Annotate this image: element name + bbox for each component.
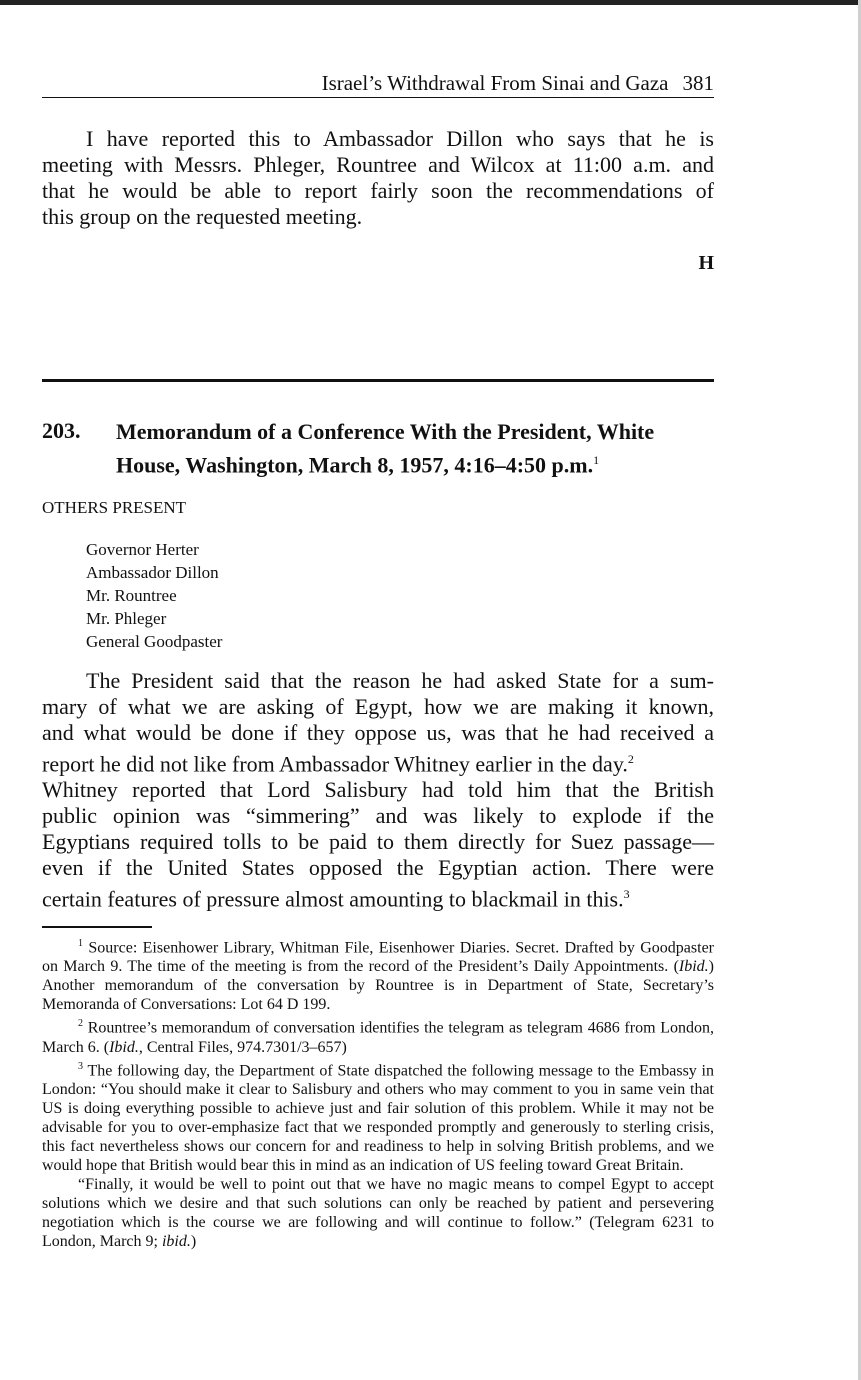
paragraph-line: even if the United States opposed the Egyptian action. There were [42,855,714,881]
footnote-ibid: Ibid. [109,1038,139,1056]
footnote-text: “Finally, it would be well to point out that we have no magic means to compel Egypt to accept solutions which we desire and that such solutions can only be reached by patient and persevering negotiation which is the course we are following and will continue to follow.” (Telegram 6231 to London, March 9; [42,1175,714,1250]
paragraph-line: Whitney reported that Lord Salisbury had told him that the British [42,777,714,803]
footnote-text: , Central Files, 974.7301/3–657) [138,1038,347,1056]
footnote-text: The following day, the Department of State dispatched the following message to the Embassy in London: “You should make it clear to Salisbury and others who may comment to you in same vein that US is doing everything possible to achieve just and fair solution of this problem. While it may not be advisable for you to over-emphasize fact that we responded promptly and generously to sterling crisis, this fact nevertheless shows our concern for and readiness to help in solving British problems, and we would hope that British would bear this in mind as an indication of US feeling toward Great Britain. [42,1061,714,1174]
running-header [42,70,714,98]
footnote-text: Rountree’s memorandum of conversation identifies the telegram as telegram 4686 from London, March 6. ( [42,1019,715,1056]
scan-top-border [0,0,861,5]
footnote-number: 3 [78,1060,83,1072]
attendee: Governor Herter [86,540,199,559]
paragraph-line-text: certain features of pressure almost amounting to blackmail in this. [42,886,624,912]
footnote-ref: 1 [593,453,600,467]
opening-paragraph [42,126,714,230]
paragraph-line: and what would be done if they oppose us, was that he had received a [42,720,714,745]
paragraph-line-with-ref [42,746,714,777]
paragraph-line-text: report he did not like from Ambassador Whitney earlier in the day. [42,751,628,777]
running-title: Israel’s Withdrawal From Sinai and Gaza [321,71,669,95]
attendee: Mr. Rountree [86,586,177,605]
attendee: General Goodpaster [86,632,223,651]
attendee: Ambassador Dillon [86,563,219,582]
signature-initial: H [698,252,714,274]
paragraph-line: this group on the requested meeting. [42,204,363,229]
title-line: Memorandum of a Conference With the President, White [116,419,655,444]
footnote-text: ) Another memorandum of the conversation by Rountree is in Department of State, Secretary’s Memoranda of Conversations: Lot 64 D 199. [42,958,714,1014]
paragraph-line: Egyptians required tolls to be paid to them directly for Suez passage— [42,829,714,855]
paragraph-line: The President said that the reason he had asked State for a sum- [86,668,714,693]
footnote-rule [42,926,152,928]
footnote-2 [42,1014,714,1056]
footnote-ref: 2 [627,752,634,766]
footnote-3 [42,1057,714,1175]
body-paragraph [42,668,714,913]
footnotes [42,934,714,1251]
footnote-text: ) [190,1232,197,1250]
document-number: 203. [42,418,81,443]
paragraph-line: I have reported this to Ambassador Dillon who says that he is [86,126,714,151]
paragraph-line-with-ref [42,881,714,912]
footnote-text: Source: Eisenhower Library, Whitman File, Eisenhower Diaries. Secret. Drafted by Goodpaster on March 9. The time of the meeting is from the record of the President’s Daily Appointments. ( [42,939,715,976]
footnote-ibid: ibid. [161,1232,191,1250]
footnote-number: 2 [78,1018,83,1030]
document-title [116,418,716,479]
footnote-1 [42,934,714,1014]
page-number: 381 [682,71,714,95]
paragraph-line: mary of what we are asking of Egypt, how we are making it known, [42,694,714,719]
footnote-number: 1 [78,938,83,949]
attendee-list [86,538,222,653]
section-divider [42,379,714,382]
footnote-ref: 3 [623,887,630,902]
paragraph-line: that he would be able to report fairly soon the recommendations of [42,178,714,203]
title-line: House, Washington, March 8, 1957, 4:16–4:50 p.m. [116,452,594,478]
footnote-ibid: Ibid. [678,958,709,976]
paragraph-line: public opinion was “simmering” and was likely to explode if the [42,803,714,829]
footnote-3-continued [42,1175,714,1251]
paragraph-line: meeting with Messrs. Phleger, Rountree and Wilcox at 11:00 a.m. and [42,152,714,177]
others-present-heading: OTHERS PRESENT [42,498,187,517]
attendee: Mr. Phleger [86,609,167,628]
